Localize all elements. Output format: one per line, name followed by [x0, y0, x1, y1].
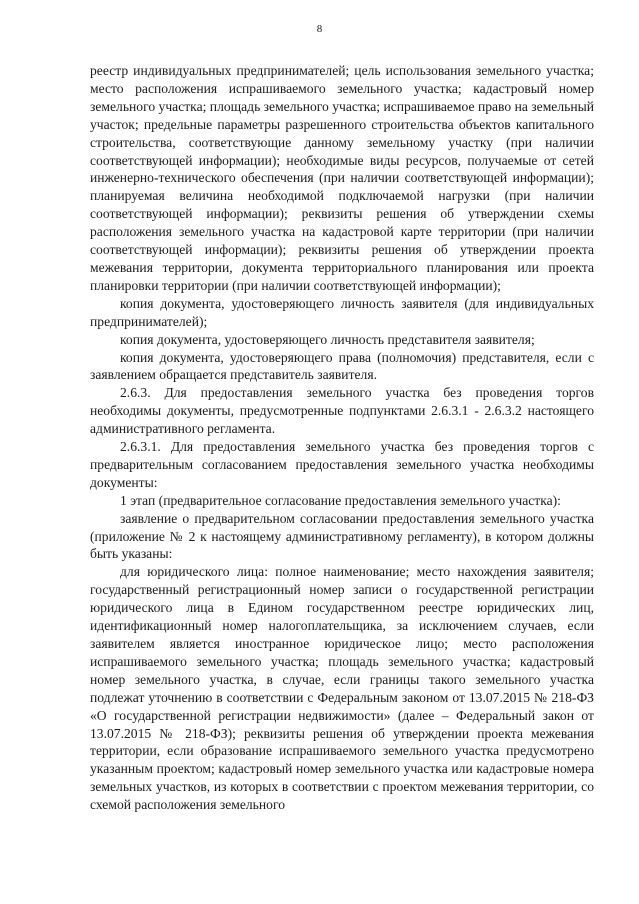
paragraph-legal-entity: для юридического лица: полное наименование; место нахождения заявителя; государственный регистрационный номер записи о государственной регистрации юридического лица в Едином государственном реестре юридических лиц, идентификационный номер налогоплательщика, за исключением случаев, если заявителем является иностранное юридическое лицо; место расположения испрашиваемого земельного участка; площадь земельного участка; кадастровый номер земельного участка, в случае, если границы такого земельного участка подлежат уточнению в соответствии с Федеральным законом от 13.07.2015 № 218-ФЗ «О государственной регистрации недвижимости» (далее – Федеральный закон от 13.07.2015 № 218-ФЗ); реквизиты решения об утверждении проекта межевания территории, если образование испрашиваемого земельного участка предусмотрено указанным проектом; кадастровый номер земельного участка или кадастровые номера земельных участков, из которых в соответствии с проектом межевания территории, со схемой расположения земельного [90, 564, 594, 813]
paragraph-representative-authority: копия документа, удостоверяющего права (полномочия) представителя, если с заявлением обращается представитель заявителя. [90, 349, 594, 383]
paragraph-section-2-6-3: 2.6.3. Для предоставления земельного участка без проведения торгов необходимы документы, предусмотренные подпунктами 2.6.3.1 - 2.6.3.2 настоящего административного регламента. [90, 385, 594, 437]
paragraph-representative-identity: копия документа, удостоверяющего личность представителя заявителя; [120, 331, 535, 347]
paragraph-stage-1: 1 этап (предварительное согласование предоставления земельного участка): [120, 492, 561, 508]
paragraph-application: заявление о предварительном согласовании предоставления земельного участка (приложение № 2 к настоящему административному регламенту), в котором должны быть указаны: [90, 510, 594, 562]
document-body [90, 62, 594, 814]
paragraph-identity-copy: копия документа, удостоверяющего личность заявителя (для индивидуальных предпринимателей); [90, 295, 594, 329]
paragraph-section-2-6-3-1: 2.6.3.1. Для предоставления земельного участка без проведения торгов с предварительным согласованием предоставления земельного участка необходимы документы: [90, 439, 594, 490]
page-number: 8 [316, 23, 323, 35]
paragraph-applicant-details: реестр индивидуальных предпринимателей; цель использования земельного участка; место расположения испрашиваемого земельного участка; кадастровый номер земельного участка; площадь земельного участка; испрашиваемое право на земельный участок; предельные параметры разрешенного строительства объектов капитального строительства, соответствующие данному земельному участку (при наличии соответствующей информации); необходимые виды ресурсов, получаемые от сетей инженерно-технического обеспечения (при наличии соответствующей информации); планируемая величина необходимой подключаемой нагрузки (при наличии соответствующей информации); реквизиты решения об утверждении схемы расположения земельного участка на кадастровой карте территории (при наличии соответствующей информации); реквизиты решения об утверждении проекта межевания территории, документа территориального планирования или проекта планировки территории (при наличии соответствующей информации); [90, 63, 594, 293]
